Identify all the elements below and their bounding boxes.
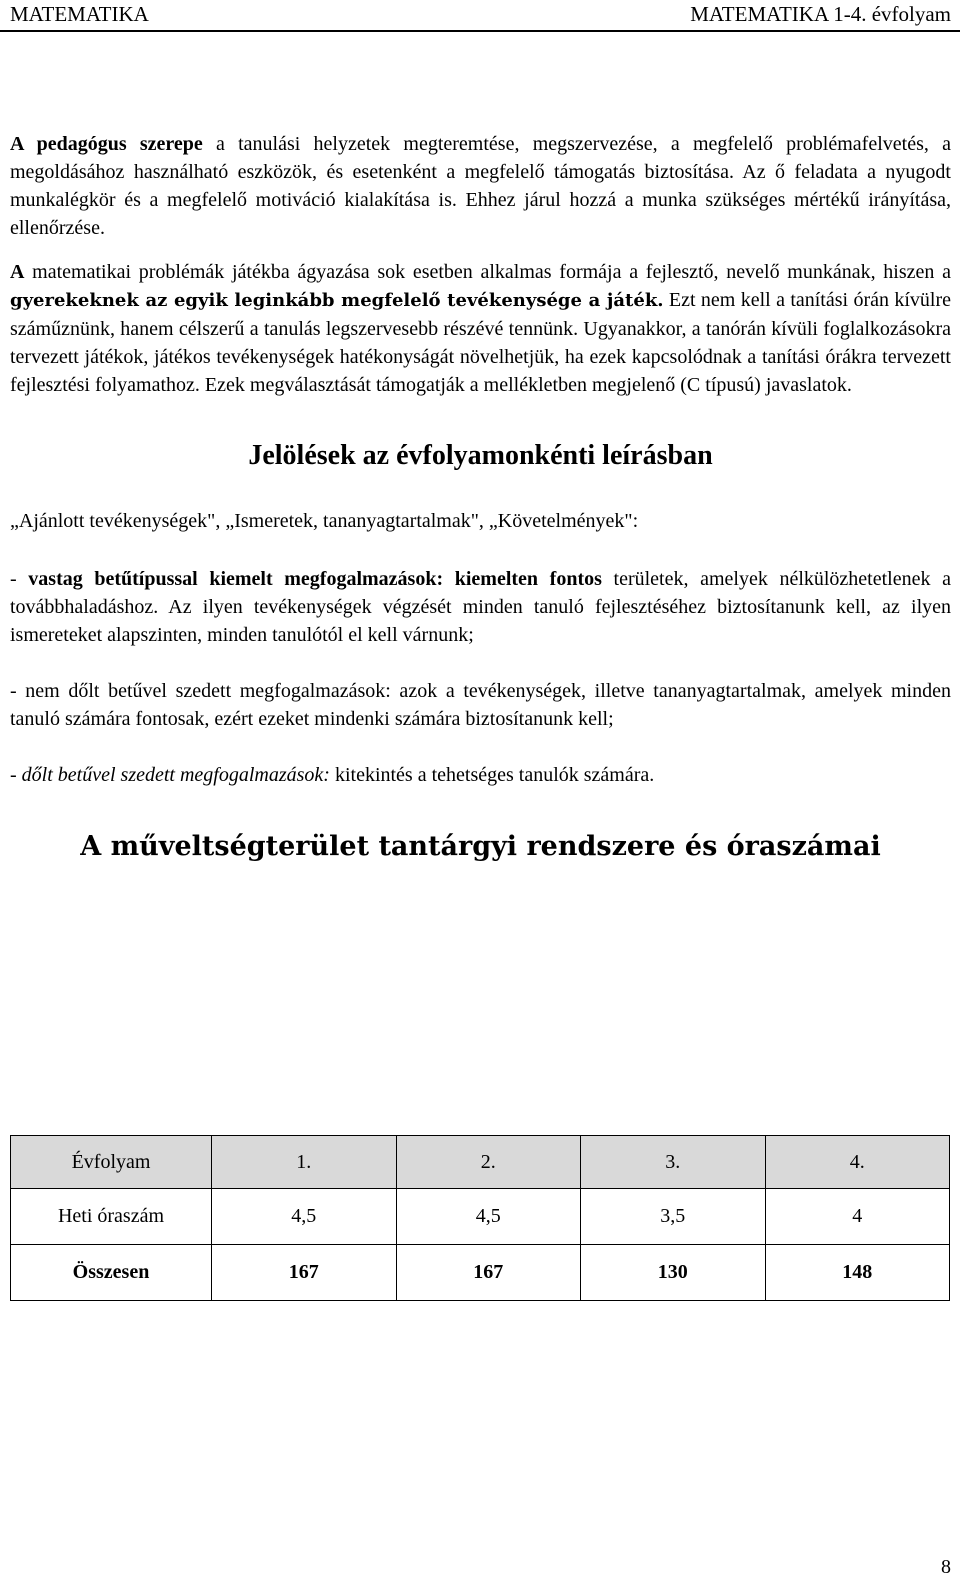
notation-italic-item [10, 761, 951, 789]
table-header-cell: 3. [581, 1136, 766, 1189]
paragraph-text: matematikai problémák játékba ágyazása sok esetben alkalmas formája a fejlesztő, nevelő munkának, hiszen a [24, 261, 951, 283]
paragraph-bold-lead: A pedagógus szerepe [10, 133, 203, 155]
page-number: 8 [941, 1556, 951, 1578]
bold-emphasis: kiemelten fontos [454, 568, 602, 590]
table-row-total [11, 1245, 950, 1301]
table-cell: 148 [765, 1245, 950, 1301]
space [443, 568, 455, 590]
dash: - [10, 568, 29, 590]
header-left: MATEMATIKA [10, 2, 149, 26]
header-right: MATEMATIKA 1-4. évfolyam [690, 2, 951, 26]
item-text: kitekintés a tehetséges tanulók számára. [329, 764, 655, 786]
paragraph-teacher-role [10, 130, 951, 242]
dash: - [10, 764, 22, 786]
paragraph-games [10, 258, 951, 399]
paragraph-text: Ezt nem kell a tanítási órán kívülre száműznünk, hanem célszerű a tanulás legszervesebb részévé tennünk. Ugyanakkor, a tanórán kívüli foglalkozásokra tervezett játékok, játékos tevékenységek hatékonyságát növelhetjük, ha ezek kapcsolódnak a tanítási órákra tervezett fejlesztési folyamathoz. Ezek megválasztását támogatják a mellékletben megjelenő (C típusú) javaslatok. [10, 289, 951, 396]
notation-heading: Jelölések az évfolyamonkénti leírásban [248, 440, 713, 471]
table-row-weekly [11, 1189, 950, 1245]
table-cell: 167 [396, 1245, 581, 1301]
paragraph-bold-emphasis: gyerekeknek az egyik leginkább megfelelő tevékenysége a játék. [10, 290, 664, 311]
table-cell: 4,5 [212, 1189, 397, 1245]
section-title: A műveltségterület tantárgyi rendszere és óraszámai [80, 831, 881, 862]
hours-table [10, 1135, 950, 1301]
table-cell: 130 [581, 1245, 766, 1301]
paragraph-bold-lead: A [10, 261, 25, 283]
table-cell: 167 [212, 1245, 397, 1301]
notation-regular-item: - nem dőlt betűvel szedett megfogalmazások: azok a tevékenységek, illetve tananyagtartalmak, amelyek minden tanuló számára fontosak, ezért ezeket mindenki számára biztosítanunk kell; [10, 680, 951, 730]
table-cell: 4 [765, 1189, 950, 1245]
table-header-cell: Évfolyam [11, 1136, 212, 1189]
bold-label: vastag betűtípussal kiemelt megfogalmazások: [28, 568, 444, 590]
table-header-cell: 2. [396, 1136, 581, 1189]
table-cell: Összesen [11, 1245, 212, 1301]
paragraph-text: a tanulási helyzetek megteremtése, megszervezése, a megfelelő problémafelvetés, a megoldásához használható eszközök, és esetenként a megfelelő támogatás biztosítása. Az ő feladata a nyugodt munkalégkör és a megfelelő motiváció kialakítása is. Ehhez járul hozzá a munka szükséges mértékű irányítása, ellenőrzése. [10, 133, 951, 239]
table-header-cell: 1. [212, 1136, 397, 1189]
table-header-row [11, 1136, 950, 1189]
table-cell: Heti óraszám [11, 1189, 212, 1245]
notation-quote-line: „Ajánlott tevékenységek", „Ismeretek, tananyagtartalmak", „Követelmények": [10, 510, 639, 532]
hours-table-wrap [10, 1135, 950, 1301]
table-header-cell: 4. [765, 1136, 950, 1189]
item-text: területek, amelyek nélkülözhetetlenek a továbbhaladáshoz. Az ilyen tevékenységek végzését minden tanuló fejlesztéséhez biztosítanunk kell, az ilyen ismereteket alapszinten, minden tanulótól el kell várnunk; [10, 568, 951, 646]
page-header [0, 0, 960, 32]
italic-label: dőlt betűvel szedett megfogalmazások: [21, 764, 330, 786]
notation-bold-item [10, 565, 951, 649]
table-cell: 3,5 [581, 1189, 766, 1245]
page-body [10, 130, 951, 865]
table-cell: 4,5 [396, 1189, 581, 1245]
